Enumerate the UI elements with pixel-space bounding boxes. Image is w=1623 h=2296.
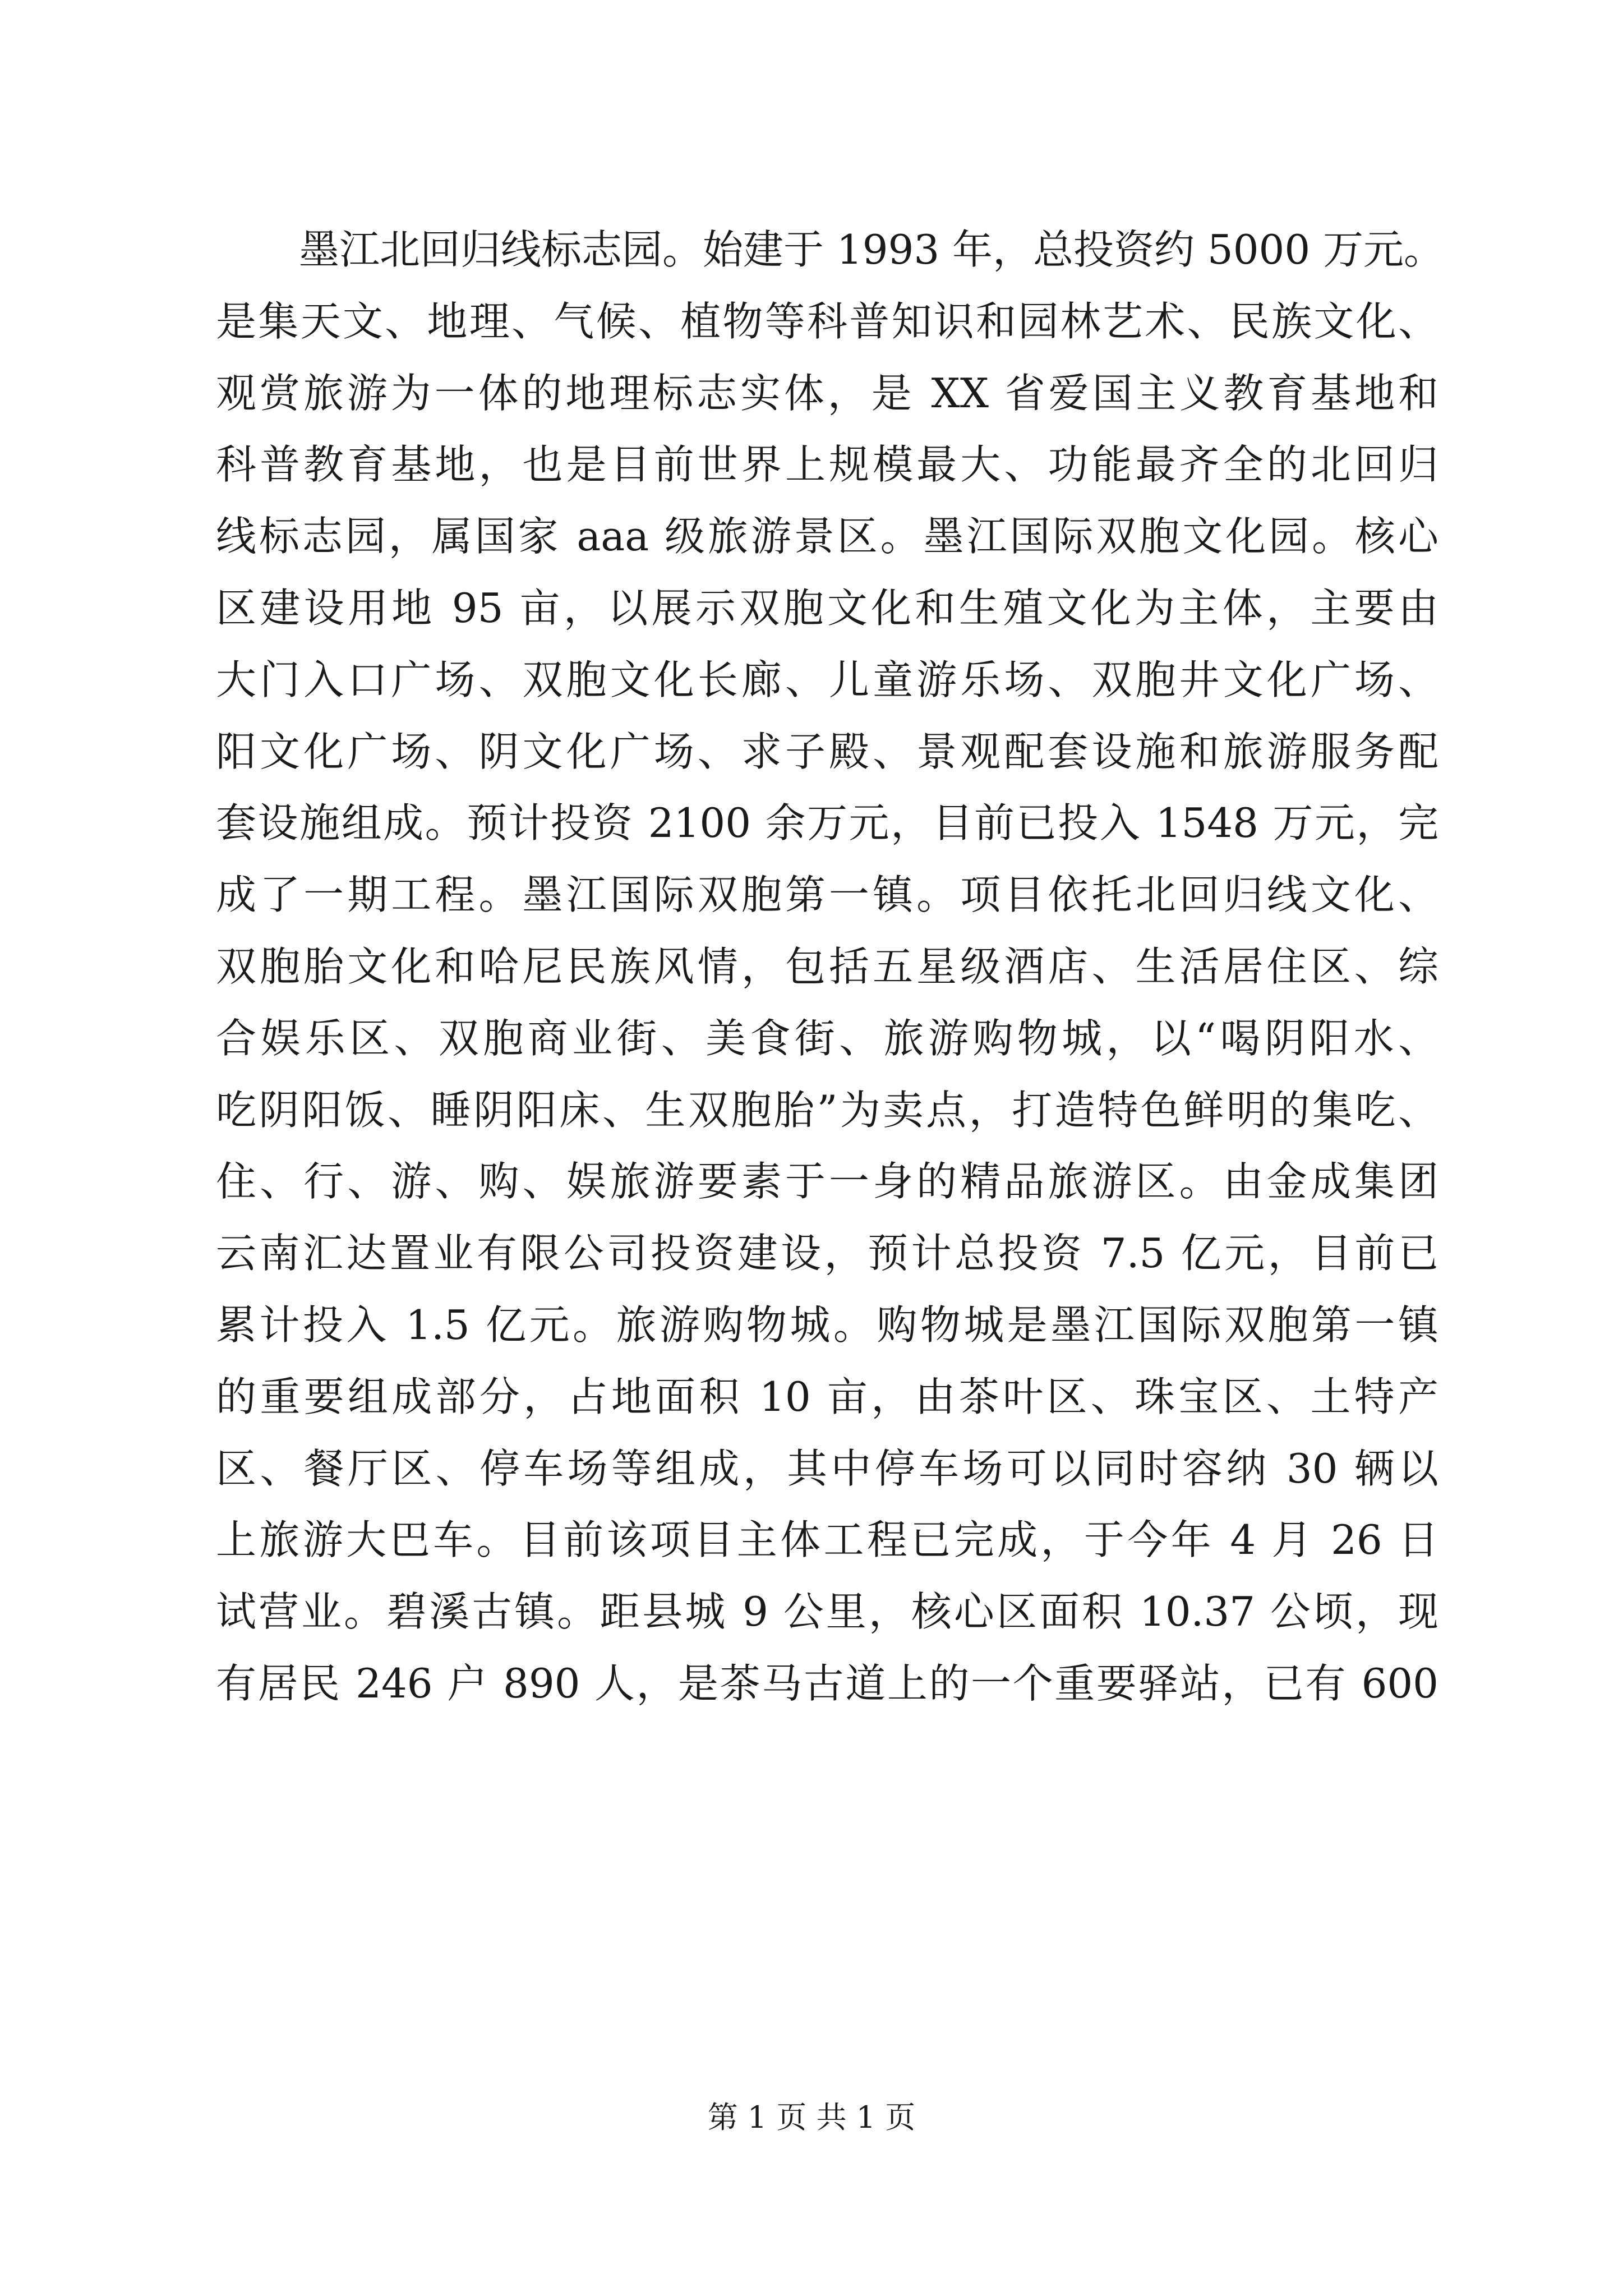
text-line: 成了一期工程。墨江国际双胞第一镇。项目依托北回归线文化、 [216,871,1438,919]
text-line: 墨江北回归线标志园。始建于 1993 年，总投资约 5000 万元。 [299,226,1445,273]
text-line: 累计投入 1.5 亿元。旅游购物城。购物城是墨江国际双胞第一镇 [216,1301,1438,1349]
page-footer [0,2098,1623,2137]
text-line: 的重要组成部分，占地面积 10 亩，由茶叶区、珠宝区、土特产 [216,1373,1438,1420]
text-line: 有居民 246 户 890 人，是茶马古道上的一个重要驿站，已有 600 [216,1659,1438,1707]
text-line: 吃阴阳饭、睡阴阳床、生双胞胎”为卖点，打造特色鲜明的集吃、 [216,1086,1438,1134]
text-line: 区建设用地 95 亩，以展示双胞文化和生殖文化为主体，主要由 [216,584,1438,632]
text-line: 套设施组成。预计投资 2100 余万元，目前已投入 1548 万元，完 [216,799,1438,847]
page-number-label: 第 1 页 共 1 页 [707,2100,916,2135]
body-text [216,214,1445,1720]
text-line: 试营业。碧溪古镇。距县城 9 公里，核心区面积 10.37 公顷，现 [216,1588,1438,1636]
text-line: 区、餐厅区、停车场等组成，其中停车场可以同时容纳 30 辆以 [216,1444,1438,1492]
text-line: 双胞胎文化和哈尼民族风情，包括五星级酒店、生活居住区、综 [216,942,1438,990]
text-line: 住、行、游、购、娱旅游要素于一身的精品旅游区。由金成集团 [216,1158,1438,1205]
text-line: 大门入口广场、双胞文化长廊、儿童游乐场、双胞井文化广场、 [216,656,1438,703]
text-line: 是集天文、地理、气候、植物等科普知识和园林艺术、民族文化、 [216,297,1438,345]
text-line: 阳文化广场、阴文化广场、求子殿、景观配套设施和旅游服务配 [216,728,1438,775]
text-line: 观赏旅游为一体的地理标志实体，是 XX 省爱国主义教育基地和 [216,369,1438,417]
text-line: 云南汇达置业有限公司投资建设，预计总投资 7.5 亿元，目前已 [216,1230,1438,1277]
text-line: 线标志园，属国家 aaa 级旅游景区。墨江国际双胞文化园。核心 [216,513,1438,560]
text-line: 上旅游大巴车。目前该项目主体工程已完成，于今年 4 月 26 日 [216,1516,1438,1564]
text-line: 科普教育基地，也是目前世界上规模最大、功能最齐全的北回归 [216,441,1438,489]
text-line: 合娱乐区、双胞商业街、美食街、旅游购物城，以“喝阴阳水、 [216,1014,1438,1062]
